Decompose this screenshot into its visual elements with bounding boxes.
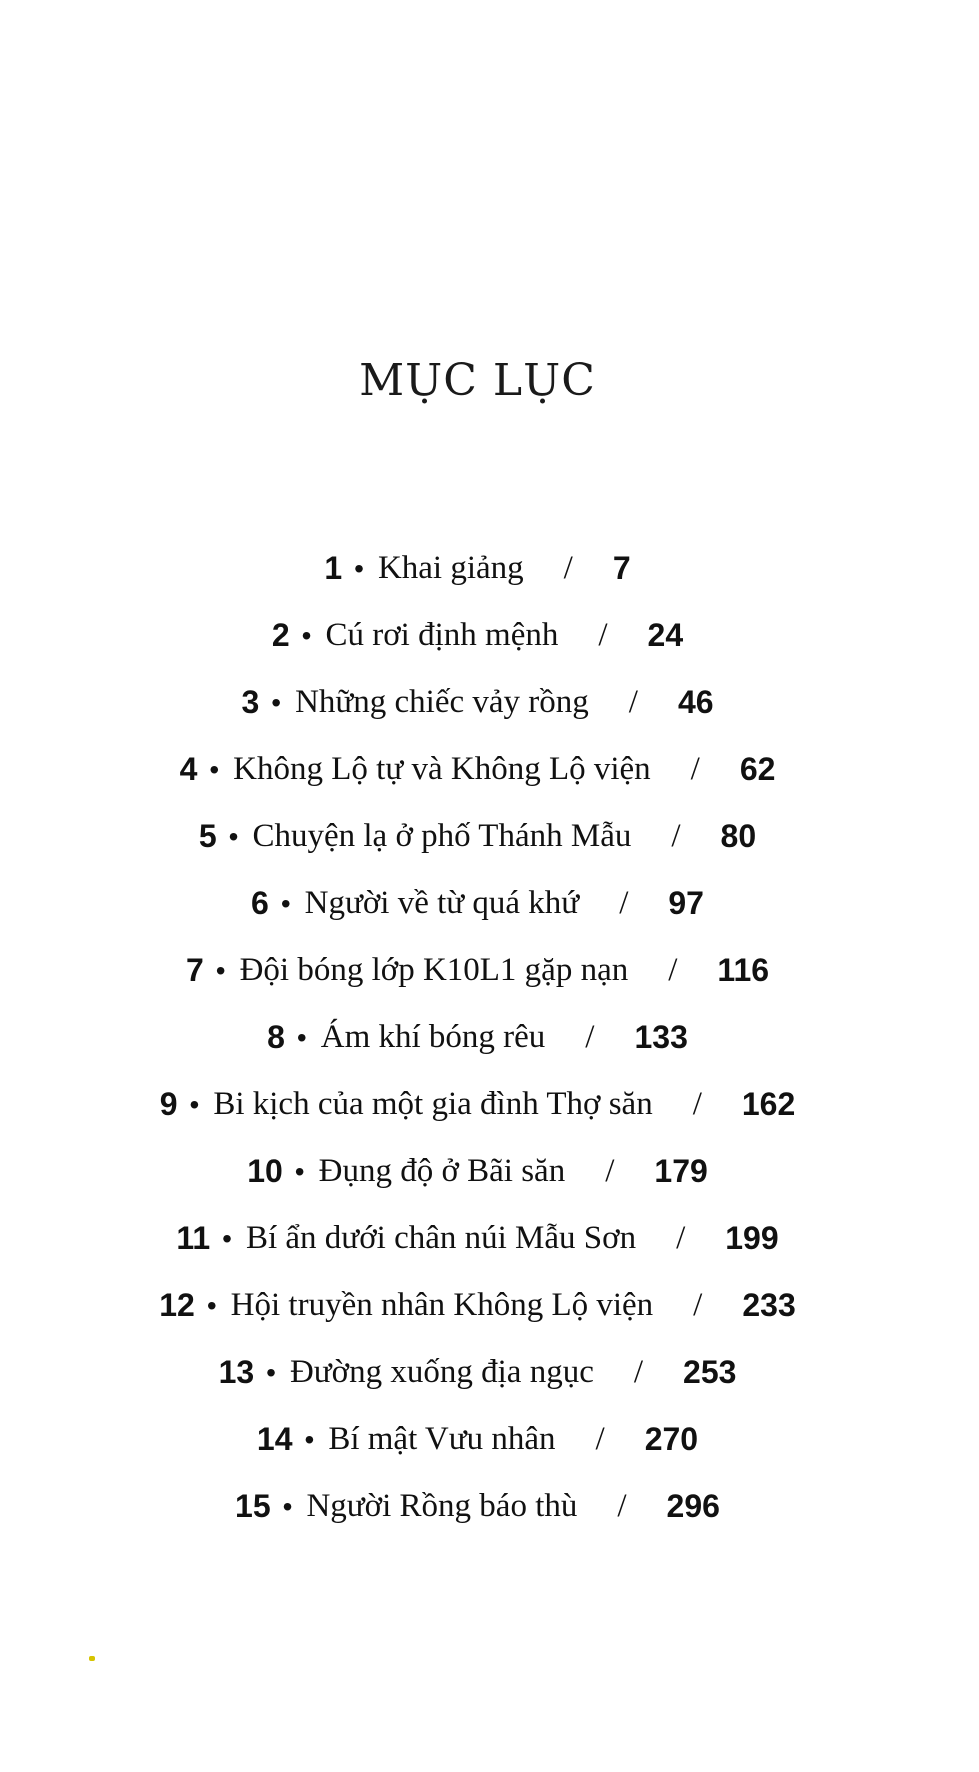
toc-entry-13[interactable] bbox=[0, 1339, 955, 1406]
page-number: 296 bbox=[666, 1488, 720, 1524]
toc-entry-9[interactable] bbox=[0, 1071, 955, 1138]
chapter-number: 4 bbox=[179, 751, 198, 787]
chapter-number: 12 bbox=[159, 1287, 195, 1323]
chapter-title: Chuyện lạ ở phố Thánh Mẫu bbox=[252, 818, 632, 854]
bullet-icon: • bbox=[296, 1021, 307, 1053]
page-number: 62 bbox=[739, 751, 776, 787]
chapter-number: 8 bbox=[267, 1019, 285, 1055]
chapter-number: 11 bbox=[176, 1220, 211, 1256]
page-number: 270 bbox=[644, 1421, 699, 1457]
chapter-title: Những chiếc vảy rồng bbox=[295, 684, 589, 720]
chapter-number: 6 bbox=[251, 885, 269, 921]
toc-entry-3[interactable] bbox=[0, 669, 955, 736]
toc-entry-15[interactable] bbox=[0, 1473, 955, 1540]
toc-entry-7[interactable] bbox=[0, 937, 955, 1004]
bullet-icon: • bbox=[209, 753, 220, 785]
page-number: 133 bbox=[634, 1019, 688, 1055]
toc-entry-14[interactable] bbox=[0, 1406, 955, 1473]
separator: / bbox=[633, 1354, 644, 1390]
separator: / bbox=[628, 684, 638, 720]
separator: / bbox=[690, 751, 700, 787]
separator: / bbox=[668, 952, 678, 988]
chapter-title: Đường xuống địa ngục bbox=[289, 1354, 594, 1390]
page-number: 97 bbox=[668, 885, 704, 921]
chapter-number: 15 bbox=[235, 1488, 271, 1524]
separator: / bbox=[563, 550, 573, 586]
chapter-title: Bí ẩn dưới chân núi Mẫu Sơn bbox=[245, 1220, 637, 1256]
page-number: 179 bbox=[654, 1153, 708, 1189]
chapter-number: 5 bbox=[198, 818, 217, 854]
toc-entry-5[interactable] bbox=[0, 803, 955, 870]
separator: / bbox=[693, 1287, 703, 1323]
bullet-icon: • bbox=[304, 1423, 315, 1455]
table-of-contents bbox=[0, 535, 955, 1540]
bullet-icon: • bbox=[282, 1490, 293, 1522]
chapter-number: 10 bbox=[247, 1153, 283, 1189]
separator: / bbox=[617, 1488, 627, 1524]
separator: / bbox=[619, 885, 629, 921]
separator: / bbox=[676, 1220, 686, 1256]
bullet-icon: • bbox=[189, 1088, 200, 1120]
bullet-icon: • bbox=[228, 820, 239, 852]
bullet-icon: • bbox=[280, 887, 291, 919]
toc-entry-8[interactable] bbox=[0, 1004, 955, 1071]
toc-entry-11[interactable] bbox=[0, 1205, 955, 1272]
page-number: 253 bbox=[683, 1354, 737, 1390]
toc-entry-1[interactable] bbox=[0, 535, 955, 602]
chapter-title: Người Rồng báo thù bbox=[306, 1488, 578, 1524]
page-number: 162 bbox=[741, 1086, 796, 1122]
page-number: 46 bbox=[677, 684, 714, 720]
chapter-title: Đội bóng lớp K10L1 gặp nạn bbox=[239, 952, 629, 988]
separator: / bbox=[692, 1086, 702, 1122]
chapter-title: Khai giảng bbox=[377, 550, 524, 586]
separator: / bbox=[605, 1153, 615, 1189]
toc-entry-2[interactable] bbox=[0, 602, 955, 669]
chapter-title: Ám khí bóng rêu bbox=[320, 1019, 546, 1055]
toc-entry-12[interactable] bbox=[0, 1272, 955, 1339]
chapter-number: 7 bbox=[185, 952, 204, 988]
scan-speck bbox=[89, 1656, 95, 1661]
page-number: 116 bbox=[717, 952, 770, 988]
chapter-title: Bi kịch của một gia đình Thợ săn bbox=[213, 1086, 653, 1122]
chapter-number: 3 bbox=[241, 684, 260, 720]
separator: / bbox=[585, 1019, 595, 1055]
separator: / bbox=[671, 818, 681, 854]
chapter-title: Không Lộ tự và Không Lộ viện bbox=[233, 751, 651, 787]
bullet-icon: • bbox=[215, 954, 226, 986]
separator: / bbox=[598, 617, 608, 653]
chapter-title: Người về từ quá khứ bbox=[304, 885, 580, 921]
page-number: 80 bbox=[720, 818, 757, 854]
bullet-icon: • bbox=[301, 619, 312, 651]
toc-entry-6[interactable] bbox=[0, 870, 955, 937]
bullet-icon: • bbox=[354, 552, 364, 584]
chapter-title: Đụng độ ở Bãi săn bbox=[318, 1153, 566, 1189]
bullet-icon: • bbox=[294, 1155, 305, 1187]
chapter-number: 9 bbox=[159, 1086, 178, 1122]
page-number: 24 bbox=[647, 617, 684, 653]
chapter-title: Cú rơi định mệnh bbox=[325, 617, 559, 653]
chapter-title: Bí mật Vưu nhân bbox=[328, 1421, 556, 1457]
bullet-icon: • bbox=[271, 686, 282, 718]
bullet-icon: • bbox=[222, 1222, 232, 1254]
toc-entry-4[interactable] bbox=[0, 736, 955, 803]
toc-entry-10[interactable] bbox=[0, 1138, 955, 1205]
separator: / bbox=[595, 1421, 605, 1457]
page-title: MỤC LỤC bbox=[359, 355, 596, 406]
chapter-number: 13 bbox=[218, 1354, 255, 1390]
bullet-icon: • bbox=[206, 1289, 217, 1321]
chapter-title: Hội truyền nhân Không Lộ viện bbox=[230, 1287, 654, 1323]
chapter-number: 14 bbox=[256, 1421, 293, 1457]
chapter-number: 1 bbox=[324, 550, 343, 586]
chapter-number: 2 bbox=[271, 617, 290, 653]
page-number: 233 bbox=[742, 1287, 796, 1323]
page-number: 7 bbox=[612, 550, 631, 586]
bullet-icon: • bbox=[266, 1356, 276, 1388]
page-number: 199 bbox=[725, 1220, 779, 1256]
